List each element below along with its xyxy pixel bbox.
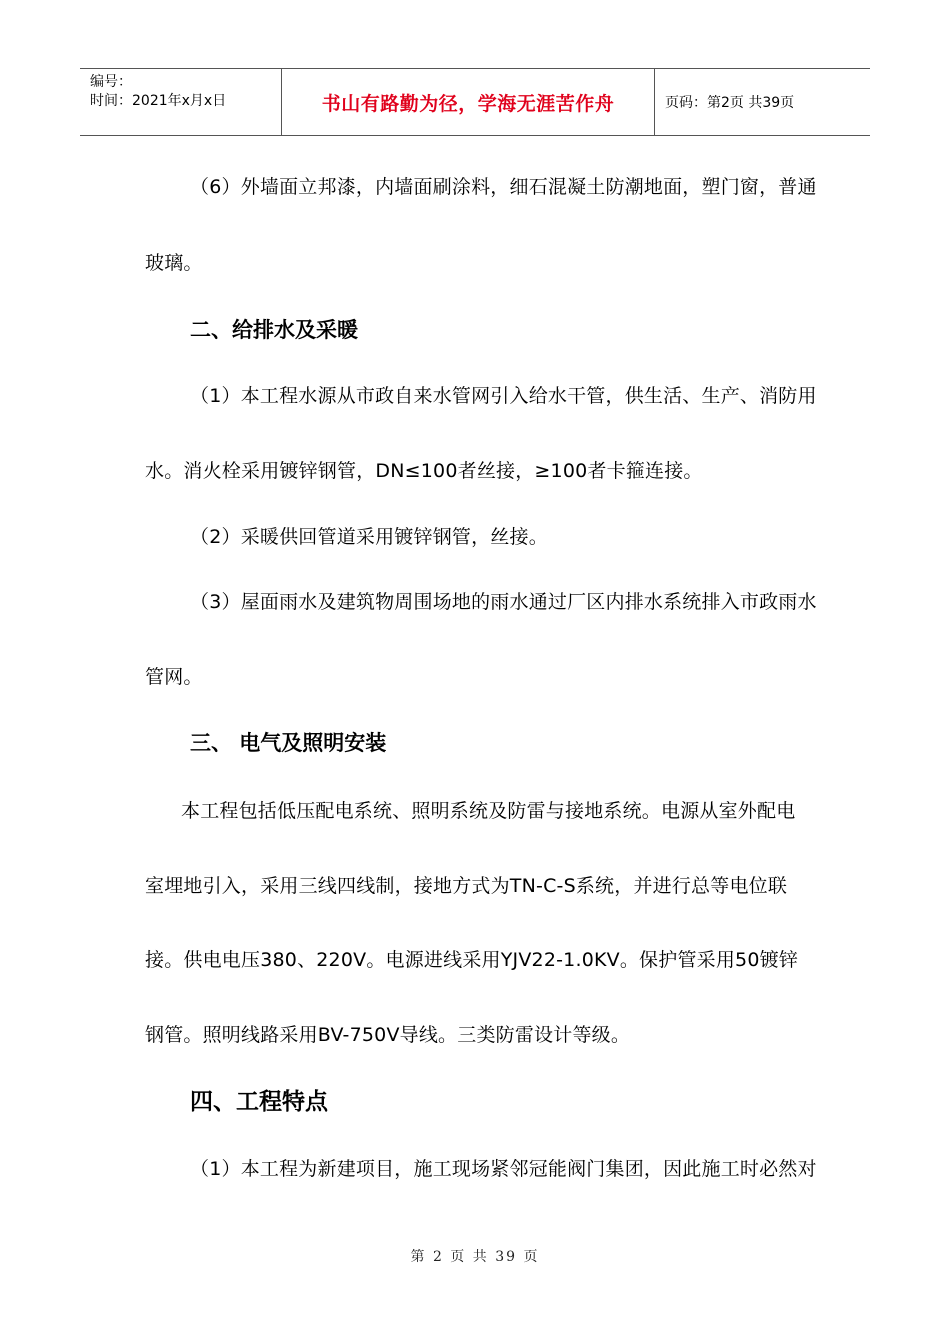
page-header [80, 68, 870, 136]
header-motto: 书山有路勤为径，学海无涯苦作舟 [282, 69, 655, 135]
paragraph-line: 钢管。照明线路采用BV-750V导线。三类防雷设计等级。 [145, 1024, 631, 1046]
page-footer: 第 2 页 共 39 页 [410, 1249, 540, 1265]
paragraph-line: 本工程包括低压配电系统、照明系统及防雷与接地系统。电源从室外配电 [181, 800, 796, 822]
paragraph-line: 水。消火栓采用镀锌钢管，DN≤100者丝接，≥100者卡箍连接。 [145, 460, 703, 482]
section-heading-features: 四、工程特点 [190, 1089, 328, 1115]
paragraph-line: 管网。 [145, 666, 203, 688]
paragraph-line: （2）采暖供回管道采用镀锌钢管，丝接。 [190, 526, 548, 548]
section-heading-plumbing: 二、给排水及采暖 [190, 318, 358, 342]
paragraph-line: 接。供电电压380、220V。电源进线采用YJV22-1.0KV。保护管采用50镀锌 [145, 949, 799, 971]
paragraph-line: （1）本工程为新建项目，施工现场紧邻冠能阀门集团，因此施工时必然对 [190, 1158, 817, 1180]
paragraph-line: （3）屋面雨水及建筑物周围场地的雨水通过厂区内排水系统排入市政雨水 [190, 591, 817, 613]
paragraph-line: 玻璃。 [145, 252, 203, 274]
header-page-label: 页码：第2页 共39页 [665, 95, 795, 111]
section-heading-electrical: 三、 电气及照明安装 [190, 731, 387, 755]
header-meta [80, 69, 282, 135]
paragraph-line: （1）本工程水源从市政自来水管网引入给水干管，供生活、生产、消防用 [190, 385, 817, 407]
paragraph-line: （6）外墙面立邦漆，内墙面刷涂料，细石混凝土防潮地面，塑门窗，普通 [190, 176, 817, 198]
header-date-label: 时间：2021年x月x日 [90, 93, 227, 109]
paragraph-line: 室埋地引入，采用三线四线制，接地方式为TN-C-S系统，并进行总等电位联 [145, 875, 788, 897]
header-number-label: 编号： [90, 74, 132, 90]
